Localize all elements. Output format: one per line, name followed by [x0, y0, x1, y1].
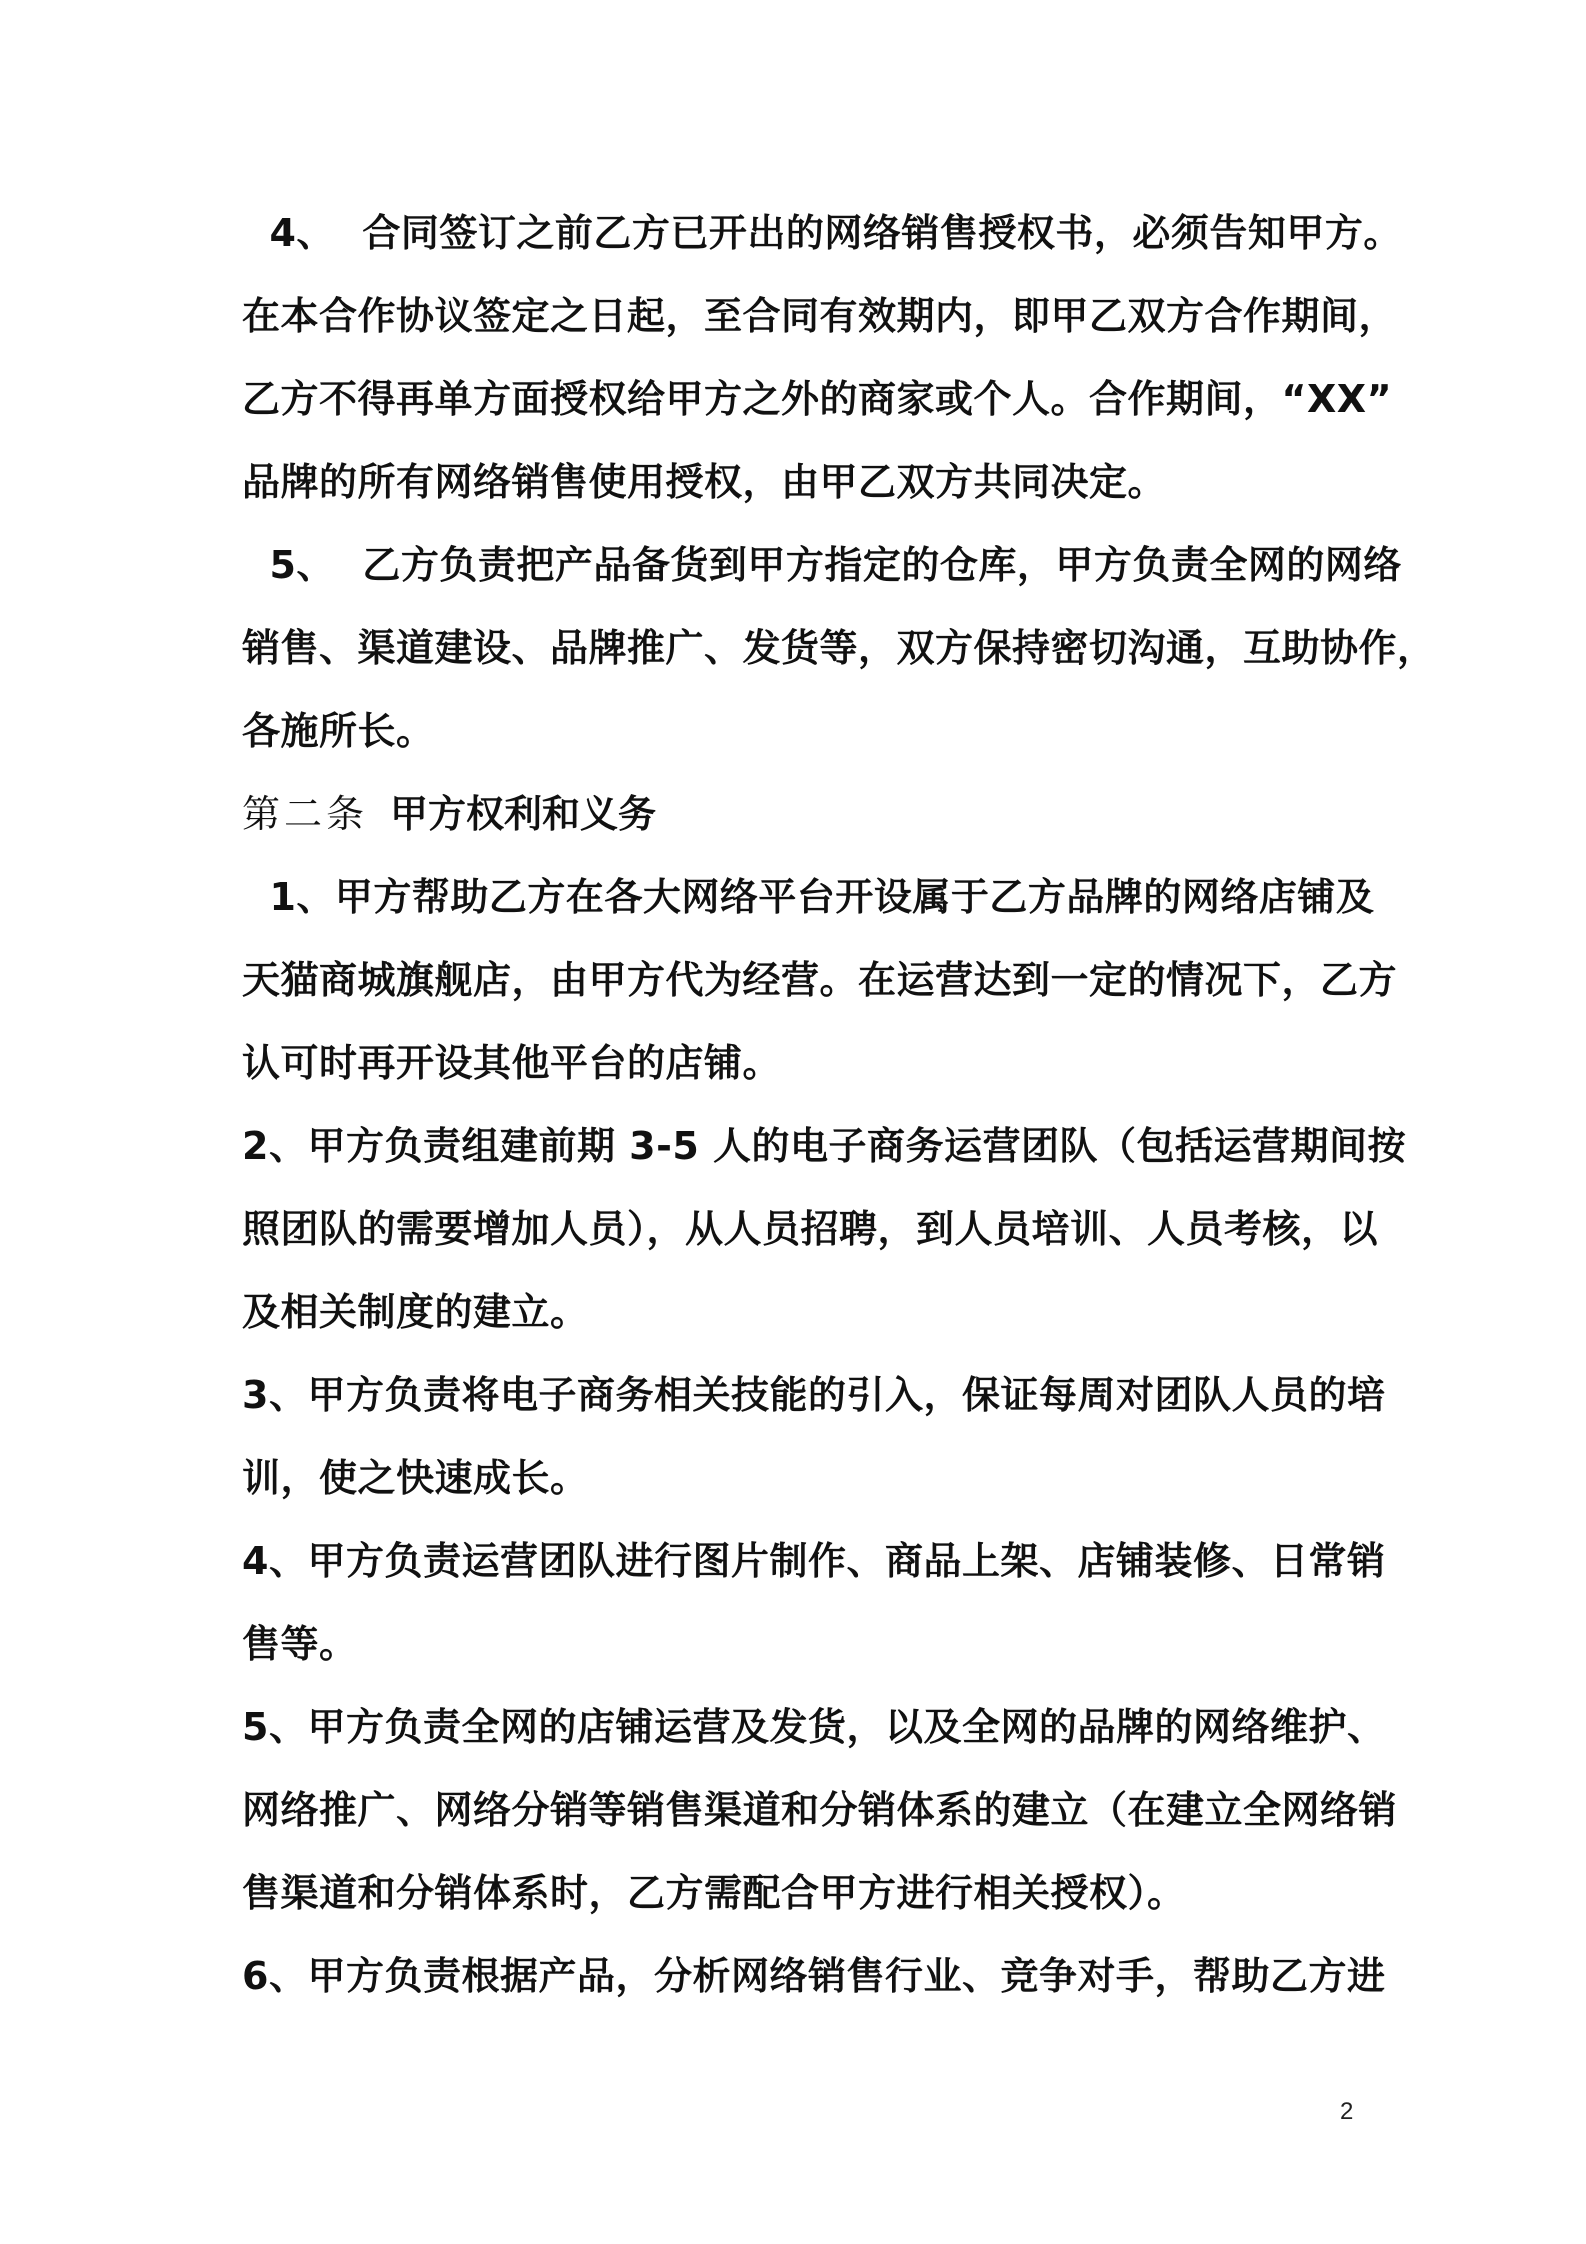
paragraph-line: 6、甲方负责根据产品，分析网络销售行业、竞争对手，帮助乙方进: [242, 1954, 1386, 1998]
paragraph-line: 在本合作协议签定之日起，至合同有效期内，即甲乙双方合作期间，: [242, 294, 1398, 338]
paragraph-line: 品牌的所有网络销售使用授权，由甲乙双方共同决定。: [242, 460, 1167, 504]
paragraph-line: 训，使之快速成长。: [242, 1456, 589, 1500]
paragraph-line: 认可时再开设其他平台的店铺。: [242, 1041, 782, 1085]
paragraph-line: 售渠道和分销体系时，乙方需配合甲方进行相关授权）。: [242, 1871, 1186, 1915]
paragraph-line: 1、甲方帮助乙方在各大网络平台开设属于乙方品牌的网络店铺及: [242, 875, 1375, 919]
section-heading-number: 第二条: [242, 792, 369, 836]
paragraph-line: 3、甲方负责将电子商务相关技能的引入，保证每周对团队人员的培: [242, 1373, 1386, 1417]
paragraph-line: 5、甲方负责全网的店铺运营及发货，以及全网的品牌的网络维护、: [242, 1705, 1386, 1749]
paragraph-line: 销售、渠道建设、品牌推广、发货等，双方保持密切沟通，互助协作，: [242, 626, 1436, 670]
paragraph-line: 各施所长。: [242, 709, 435, 753]
paragraph-line: 4、 合同签订之前乙方已开出的网络销售授权书，必须告知甲方。: [242, 211, 1402, 255]
paragraph-line: 5、 乙方负责把产品备货到甲方指定的仓库，甲方负责全网的网络: [242, 543, 1402, 587]
paragraph-line: 4、甲方负责运营团队进行图片制作、商品上架、店铺装修、日常销: [242, 1539, 1386, 1583]
section-heading-title: 甲方权利和义务: [390, 792, 657, 836]
paragraph-line: 天猫商城旗舰店，由甲方代为经营。在运营达到一定的情况下，乙方: [242, 958, 1398, 1002]
paragraph-line: 乙方不得再单方面授权给甲方之外的商家或个人。合作期间，“XX”: [242, 377, 1393, 421]
paragraph-line: 网络推广、网络分销等销售渠道和分销体系的建立（在建立全网络销: [242, 1788, 1398, 1832]
paragraph-line: 2、甲方负责组建前期 3-5 人的电子商务运营团队（包括运营期间按: [242, 1124, 1407, 1168]
paragraph-line: 照团队的需要增加人员），从人员招聘，到人员培训、人员考核，以: [242, 1207, 1379, 1251]
section-heading: [242, 790, 656, 838]
page-number: 2: [1340, 2098, 1354, 2125]
paragraph-line: 售等。: [242, 1622, 358, 1666]
paragraph-line: 及相关制度的建立。: [242, 1290, 589, 1334]
